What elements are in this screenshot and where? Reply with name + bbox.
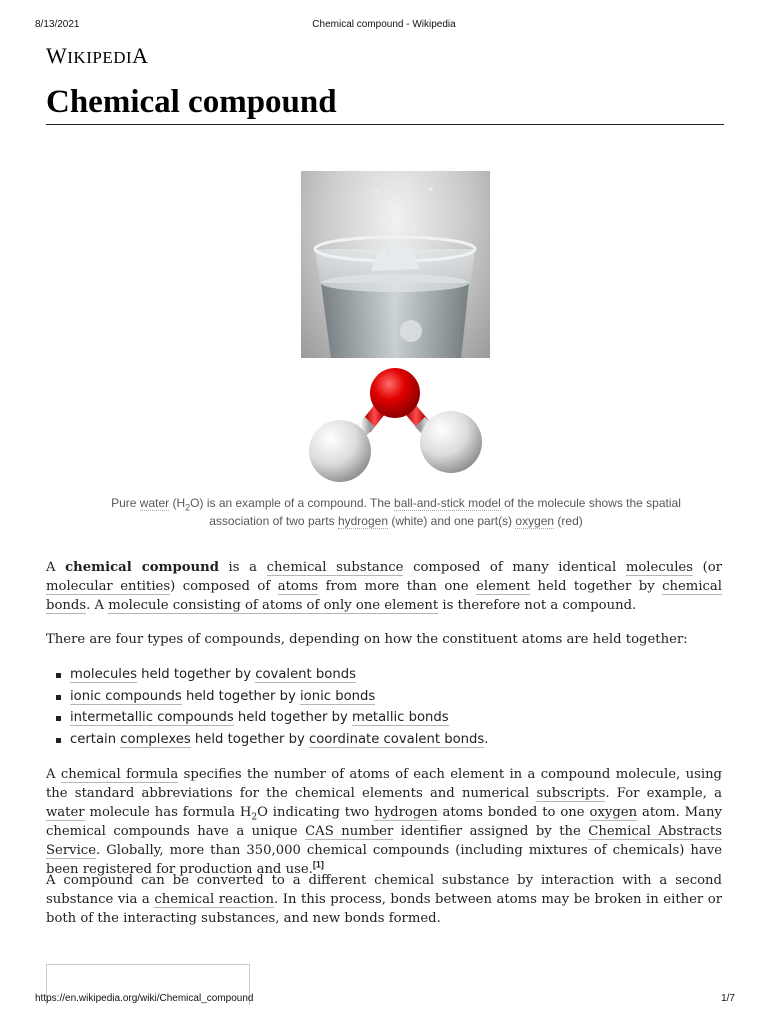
link-molecular-entities[interactable]: molecular entities xyxy=(46,579,171,594)
link-molecule-one-element[interactable]: molecule consisting of atoms of only one element xyxy=(108,598,439,613)
link-oxygen[interactable]: oxygen xyxy=(515,513,555,528)
list-item: ionic compounds held together by ionic bonds xyxy=(56,686,488,708)
print-header xyxy=(0,19,768,31)
print-page-number: 1/7 xyxy=(721,993,735,1004)
wikipedia-logo[interactable]: WIKIPEDIA xyxy=(46,43,149,68)
link-molecules-type[interactable]: molecules xyxy=(70,667,137,682)
oxygen-atom xyxy=(370,368,420,418)
hydrogen-atom xyxy=(309,420,371,482)
list-item: intermetallic compounds held together by metallic bonds xyxy=(56,707,488,729)
reference-1[interactable]: [1] xyxy=(312,859,324,870)
link-covalent-bonds[interactable]: covalent bonds xyxy=(255,667,356,682)
intro-paragraph: A chemical compound is a chemical substance composed of many identical molecules (or molecular entities) composed of atoms from more than one element held together by chemical bonds. A molecule consisting of atoms of only one element is therefore not a compound. xyxy=(46,560,722,613)
link-intermetallic-compounds[interactable]: intermetallic compounds xyxy=(70,710,234,725)
link-hydrogen[interactable]: hydrogen xyxy=(337,513,388,528)
print-footer xyxy=(0,993,768,1007)
link-ionic-bonds[interactable]: ionic bonds xyxy=(300,688,376,704)
link-atoms[interactable]: atoms xyxy=(277,579,319,594)
formula-paragraph: A chemical formula specifies the number of atoms of each element in a compound molecule, using the standard abbreviations for the chemical elements and numerical subscripts. For example, a water molecule has formula $H_2O$ indicating two hydrogen atoms bonded to one oxygen atom. Many chemical compounds have a unique CAS number identifier assigned by the Chemical Abstracts Service. Globally, more than 350,000 chemical compounds (including mixtures of chemicals) have been registered for production and use.[1] xyxy=(46,767,723,877)
link-element[interactable]: element xyxy=(476,579,530,594)
print-url: https://en.wikipedia.org/wiki/Chemical_compound xyxy=(35,993,254,1004)
water-molecule-model[interactable] xyxy=(300,364,490,489)
link-chemical-bonds[interactable]: chemical bonds xyxy=(46,579,722,613)
link-subscripts[interactable]: subscripts xyxy=(536,786,606,801)
link-chemical-substance[interactable]: chemical substance xyxy=(266,560,404,575)
page-title: Chemical compound xyxy=(46,82,724,125)
hydrogen-atom xyxy=(420,411,482,473)
list-item: molecules held together by covalent bonds xyxy=(56,664,488,686)
list-item: certain complexes held together by coordinate covalent bonds. xyxy=(56,729,488,751)
link-chemical-formula[interactable]: chemical formula xyxy=(60,767,179,782)
figure-caption: Pure water $(H_2O)$ is an example of a compound. The ball-and-stick model of the molecule shows the spatial association of two parts hydrogen (white) and one part(s) oxygen (red) xyxy=(111,496,681,528)
link-hydrogen-formula[interactable]: hydrogen xyxy=(374,805,438,820)
link-chemical-reaction[interactable]: chemical reaction xyxy=(154,892,275,907)
print-doc-title: Chemical compound - Wikipedia xyxy=(312,19,456,30)
link-cas-number[interactable]: CAS number xyxy=(305,824,394,839)
link-metallic-bonds[interactable]: metallic bonds xyxy=(351,710,449,725)
water-splash-image[interactable] xyxy=(301,171,490,358)
types-intro-paragraph: There are four types of compounds, depending on how the constituent atoms are held together: xyxy=(46,632,688,647)
link-ball-and-stick-model[interactable]: ball-and-stick model xyxy=(394,496,501,510)
compound-types-list xyxy=(56,664,488,750)
link-water[interactable]: water xyxy=(139,496,170,510)
link-oxygen-formula[interactable]: oxygen xyxy=(589,805,638,820)
print-date: 8/13/2021 xyxy=(35,19,80,30)
reaction-paragraph: A compound can be converted to a different chemical substance by interaction with a second substance via a chemical reaction. In this process, bonds between atoms may be broken in either or both of the interacting substances, and new bonds formed. xyxy=(46,873,722,926)
link-chemical-abstracts-service[interactable]: Chemical Abstracts Service xyxy=(46,824,723,858)
link-ionic-compounds[interactable]: ionic compounds xyxy=(70,688,182,704)
link-molecules[interactable]: molecules xyxy=(625,560,693,575)
link-coordinate-covalent-bonds[interactable]: coordinate covalent bonds xyxy=(308,731,485,747)
link-complexes[interactable]: complexes xyxy=(120,731,191,747)
link-water-formula[interactable]: water xyxy=(46,805,85,820)
